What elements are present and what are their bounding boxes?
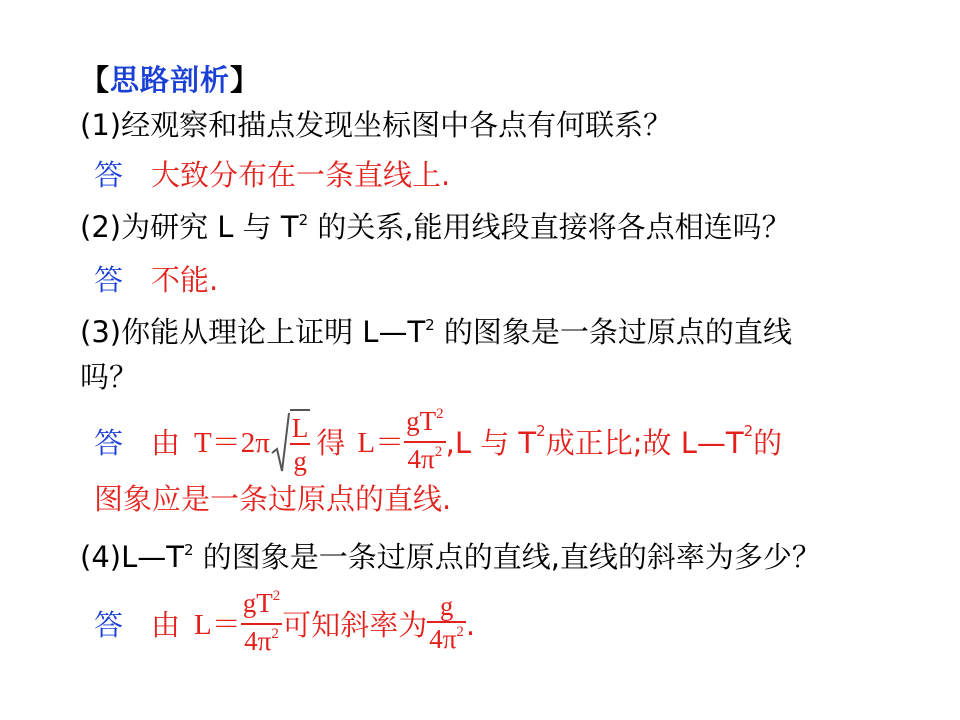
sqrt-denominator: g — [293, 446, 307, 476]
question-3-line-2-text: 吗？ — [80, 360, 139, 394]
question-2-sup: 2 — [298, 211, 309, 229]
answer-4-fraction-1-denominator: 4π — [244, 626, 272, 656]
answer-4-l-equation: L＝ — [194, 609, 241, 641]
answer-4 — [94, 588, 476, 658]
answer-3-mid: ,L 与 T — [445, 426, 537, 460]
question-1 — [80, 108, 672, 142]
answer-2 — [94, 263, 218, 297]
answer-4-fraction-2 — [427, 591, 466, 660]
answer-3-de: 得 — [316, 426, 346, 460]
heading-title: 思路剖析 — [110, 63, 231, 97]
answer-4-fraction-1-numerator: gT — [242, 588, 273, 618]
question-4 — [80, 540, 821, 579]
sqrt-numerator: L — [291, 413, 309, 443]
question-3 — [80, 315, 792, 354]
answer-4-fraction-1 — [241, 588, 283, 662]
question-1-text: (1)经观察和描点发现坐标图中各点有何联系？ — [80, 108, 673, 142]
question-3-line-2 — [80, 360, 138, 394]
answer-4-fraction-2-denominator: 4π — [429, 623, 457, 654]
answer-3-mid-sup: 2 — [536, 422, 546, 440]
fraction-numerator: gT — [406, 406, 437, 436]
answer-4-fraction-1-denominator-sup: 2 — [271, 626, 279, 642]
fraction-gt2-over-4pi2 — [404, 406, 446, 480]
answer-4-label: 答 — [94, 608, 124, 642]
question-3-pre: (3)你能从理论上证明 L—T — [80, 315, 426, 349]
answer-3-label: 答 — [94, 426, 124, 460]
question-2-pre: (2)为研究 L 与 T — [80, 210, 299, 244]
fraction-denominator-sup: 2 — [434, 444, 443, 460]
question-4-post: 的图象是一条过原点的直线,直线的斜率为多少？ — [193, 540, 821, 574]
answer-3-t-equation: T＝2π — [194, 427, 270, 459]
fraction-denominator: 4π — [407, 444, 435, 474]
answer-4-mid: 可知斜率为 — [282, 608, 428, 642]
sqrt-formula — [270, 409, 311, 477]
question-2-post: 的关系,能用线段直接将各点相连吗？ — [308, 210, 791, 244]
answer-3-mid2-sup: 2 — [743, 422, 754, 440]
question-3-post: 的图象是一条过原点的直线 — [434, 315, 792, 349]
question-4-pre: (4)L—T — [80, 540, 184, 574]
answer-1-text: 大致分布在一条直线上. — [151, 158, 451, 192]
answer-2-label: 答 — [94, 263, 124, 297]
answer-4-end: . — [465, 608, 476, 642]
answer-4-you: 由 — [151, 608, 181, 642]
heading-close-bracket: 】 — [230, 63, 261, 97]
question-4-sup: 2 — [183, 541, 194, 559]
answer-3-end: 的 — [753, 426, 783, 460]
question-3-sup: 2 — [425, 316, 435, 334]
answer-4-fraction-2-numerator: g — [439, 590, 454, 621]
answer-3 — [94, 406, 783, 476]
fraction-numerator-sup: 2 — [436, 406, 444, 422]
section-heading — [80, 58, 260, 99]
answer-4-fraction-2-denominator-sup: 2 — [456, 623, 464, 640]
answer-3-line-2 — [94, 482, 451, 516]
answer-2-text: 不能. — [151, 263, 219, 297]
answer-3-line-2-text: 图象应是一条过原点的直线. — [94, 482, 452, 516]
answer-3-mid2: 成正比;故 L—T — [545, 426, 744, 460]
answer-1-label: 答 — [94, 158, 124, 192]
heading-open-bracket: 【 — [80, 63, 111, 97]
sqrt-sign-icon — [270, 411, 290, 475]
answer-3-you: 由 — [151, 426, 181, 460]
answer-3-l-equation: L＝ — [357, 427, 405, 459]
answer-1 — [94, 158, 450, 192]
question-2 — [80, 210, 791, 249]
answer-4-fraction-1-numerator-sup: 2 — [272, 588, 281, 604]
